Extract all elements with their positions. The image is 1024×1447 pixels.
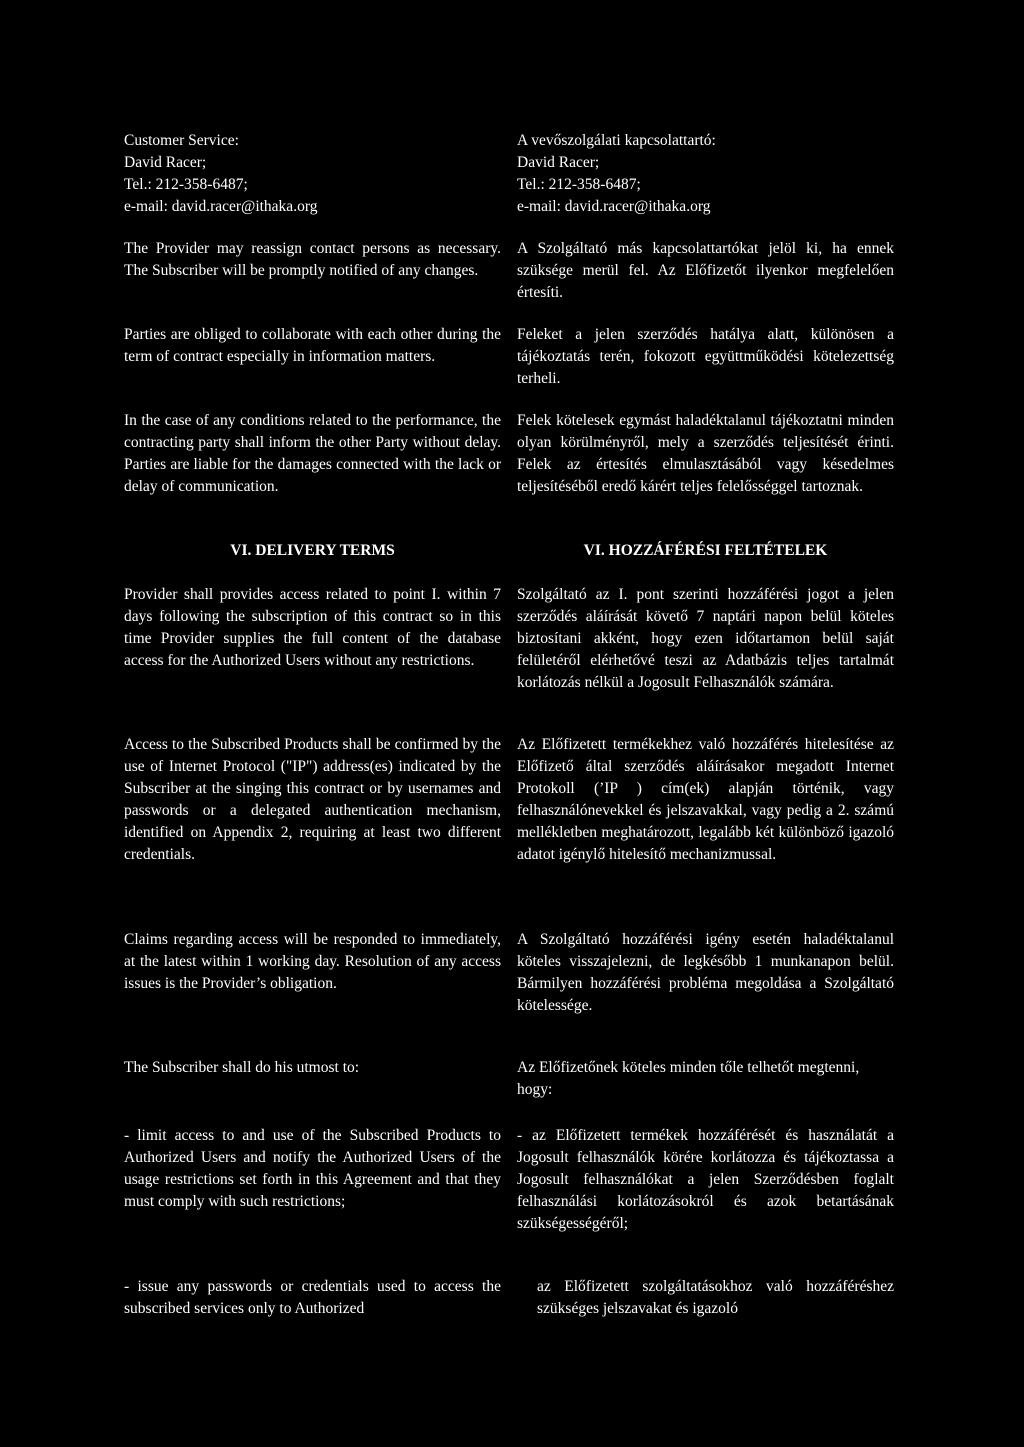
section-heading: VI. HOZZÁFÉRÉSI FELTÉTELEK [583, 542, 828, 559]
paragraph-limit: - az Előfizetett termékek hozzáférését és használatát a Jogosult felhasználók körére korlátozza és tájékoztassa a Jogosult felhasználókat a jelen Szerződésben foglalt felhasználási korlátozásokról és azok betartásának szükségességéről; [517, 1127, 894, 1232]
contact-title: Customer Service: [124, 132, 239, 149]
paragraph-reassign: A Szolgáltató más kapcsolattartókat jelöl ki, ha ennek szüksége merül fel. Az Előfizetőt ilyenkor megfelelően értesíti. [517, 240, 894, 301]
paragraph-reassign: The Provider may reassign contact persons as necessary. The Subscriber will be promptly notified of any changes. [124, 240, 501, 279]
customer-service-contact [124, 130, 501, 218]
paragraph-claims: A Szolgáltató hozzáférési igény esetén haladéktalanul köteles visszajelezni, de legkésőbb 1 munkanapon belül. Bármilyen hozzáférési probléma megoldása a Szolgáltató kötelessége. [517, 931, 894, 1014]
paragraph-collaborate: Feleket a jelen szerződés hatálya alatt, különösen a tájékoztatás terén, fokozott együttműködési kötelezettség terheli. [517, 326, 894, 387]
paragraph-confirmed: Access to the Subscribed Products shall be confirmed by the use of Internet Protocol ("IP") address(es) indicated by the Subscriber at the singing this contract or by usernames and passwords or a delegated authentication mechanism, identified on Appendix 2, requiring at least two different credentials. [124, 736, 501, 863]
paragraph-utmost: Az Előfizetőnek köteles minden tőle telhetőt megtenni, hogy: [517, 1059, 860, 1098]
paragraph-limit: - limit access to and use of the Subscribed Products to Authorized Users and notify the Authorized Users of the usage restrictions set forth in this Agreement and that they must comply with such restrictions; [124, 1127, 501, 1210]
paragraph-conditions: Felek kötelesek egymást haladéktalanul tájékoztatni minden olyan körülményről, mely a szerződés teljesítését érinti. Felek az értesítés elmulasztásából vagy késedelmes teljesítéséből eredő kárért teljes felelősséggel tartoznak. [517, 412, 894, 495]
paragraph-collaborate: Parties are obliged to collaborate with each other during the term of contract especially in information matters. [124, 326, 501, 365]
customer-service-contact [517, 130, 894, 218]
paragraph-issue: az Előfizetett szolgáltatásokhoz való hozzáféréshez szükséges jelszavakat és igazoló [537, 1278, 894, 1317]
contact-name: David Racer; [517, 154, 600, 171]
contact-tel: Tel.: 212-358-6487; [124, 176, 248, 193]
paragraph-conditions: In the case of any conditions related to the performance, the contracting party shall inform the other Party without delay. Parties are liable for the damages connected with the lack or delay of communication. [124, 412, 501, 495]
contact-name: David Racer; [124, 154, 207, 171]
paragraph-utmost: The Subscriber shall do his utmost to: [124, 1059, 360, 1076]
contact-tel: Tel.: 212-358-6487; [517, 176, 641, 193]
paragraph-claims: Claims regarding access will be responded to immediately, at the latest within 1 working day. Resolution of any access issues is the Provider’s obligation. [124, 931, 501, 992]
section-heading: VI. DELIVERY TERMS [230, 542, 395, 559]
paragraph-access-point: Szolgáltató az I. pont szerinti hozzáférési jogot a jelen szerződés aláírását követő 7 naptári napon belül köteles biztosítani akként, hogy ezen időtartamon belül saját felületéről elérhetővé teszi az Adatbázis teljes tartalmát korlátozás nélkül a Jogosult Felhasználók számára. [517, 586, 894, 691]
paragraph-issue: - issue any passwords or credentials used to access the subscribed services only to Authorized [124, 1278, 501, 1317]
paragraph-access-point: Provider shall provides access related to point I. within 7 days following the subscription of this contract so in this time Provider supplies the full content of the database access for the Authorized Users without any restrictions. [124, 586, 501, 669]
contact-title: A vevőszolgálati kapcsolattartó: [517, 132, 716, 149]
contact-email: e-mail: david.racer@ithaka.org [124, 198, 318, 215]
paragraph-confirmed: Az Előfizetett termékekhez való hozzáférés hitelesítése az Előfizető által szerződés aláírásakor megadott Internet Protokoll (’IP ) cím(ek) alapján történik, vagy felhasználónevekkel és jelszavakkal, vagy pedig a 2. számú mellékletben meghatározott, legalább két különböző igazoló adatot igénylő hitelesítő mechanizmussal. [517, 736, 894, 863]
contact-email: e-mail: david.racer@ithaka.org [517, 198, 711, 215]
